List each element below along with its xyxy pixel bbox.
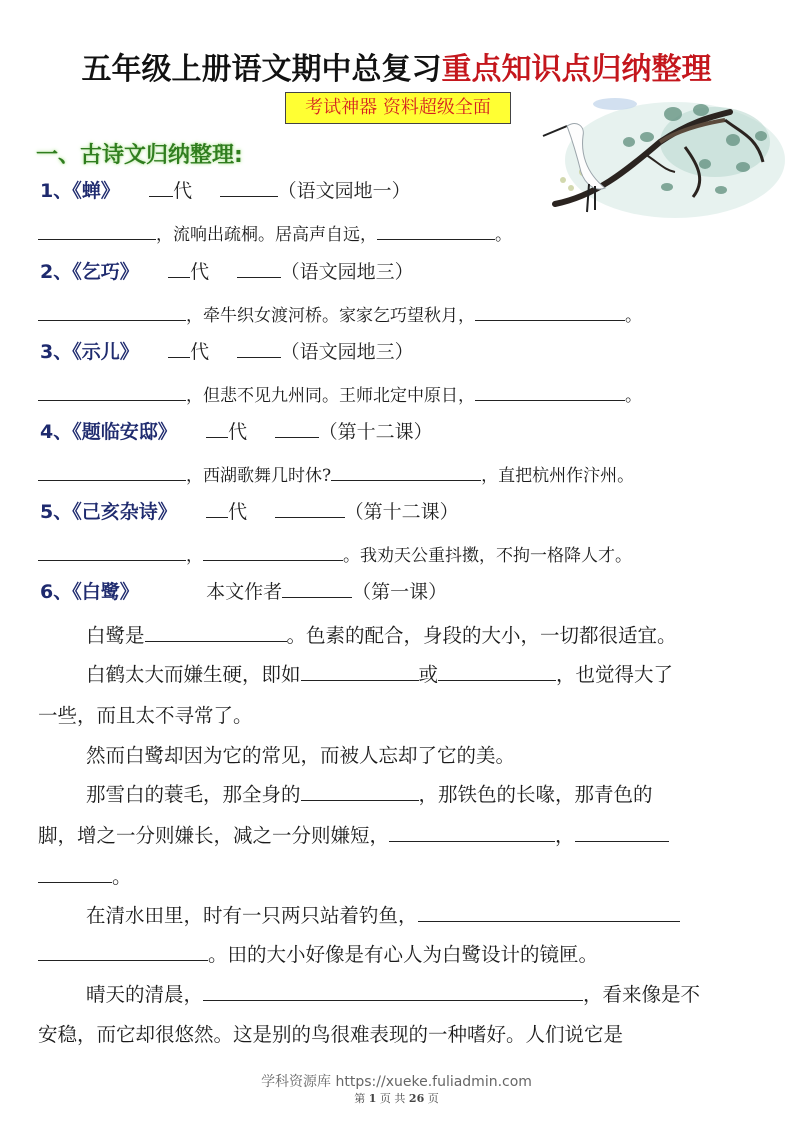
poem-source: （第十二课）	[344, 501, 459, 523]
passage-line: 白鹤太大而嫌生硬，即如 或 ，也觉得大了	[86, 663, 674, 686]
author-blank[interactable]	[237, 260, 281, 278]
fill-blank[interactable]	[475, 303, 625, 321]
poem-4-line: ，西湖歌舞几时休? ，直把杭州作汴州。	[38, 461, 634, 486]
document-title	[0, 44, 793, 88]
fill-blank[interactable]	[418, 904, 680, 922]
title-highlight: 重点知识点归纳整理	[441, 52, 712, 87]
passage-line: 一些，而且太不寻常了。	[38, 704, 253, 727]
fill-blank[interactable]	[331, 463, 481, 481]
page-number: 第 1 页 共 26 页	[354, 1092, 439, 1105]
fill-blank[interactable]	[377, 222, 495, 240]
passage-line: 脚，增之一分则嫌长，减之一分则嫌短， ，	[38, 820, 758, 848]
poem-source: （第十二课）	[318, 421, 433, 443]
passage-line: 那雪白的蓑毛，那全身的 ，那铁色的长喙，那青色的	[86, 783, 653, 806]
poem-4-label: 4、《题临安邸》	[38, 417, 183, 444]
passage-line: 白鹭是 。色素的配合，身段的大小，一切都很适宜。	[86, 624, 677, 647]
fill-blank[interactable]	[38, 943, 208, 961]
fill-blank[interactable]	[38, 222, 156, 240]
author-blank[interactable]	[275, 420, 319, 438]
fill-blank[interactable]	[38, 543, 186, 561]
poem-5-header: 5、《己亥杂诗》 代 （第十二课）	[38, 497, 459, 524]
fill-blank[interactable]	[301, 663, 419, 681]
poem-5-label: 5、《己亥杂诗》	[38, 497, 183, 524]
fill-blank[interactable]	[389, 824, 555, 842]
fill-blank[interactable]	[301, 783, 419, 801]
poem-6-label: 6、《白鹭》	[38, 577, 145, 604]
fill-blank[interactable]	[38, 303, 186, 321]
fill-blank[interactable]	[38, 463, 186, 481]
dynasty-blank[interactable]	[206, 420, 228, 438]
fill-blank[interactable]	[145, 624, 287, 642]
passage-line: 。	[38, 861, 758, 889]
poem-6-header: 6、《白鹭》 本文作者 （第一课）	[38, 577, 447, 604]
title-main: 五年级上册语文期中总复习	[81, 52, 442, 87]
poem-2-label: 2、《乞巧》	[38, 257, 145, 284]
dynasty-blank[interactable]	[206, 500, 228, 518]
poem-2-line: ，牵牛织女渡河桥。家家乞巧望秋月， 。	[38, 301, 642, 326]
poem-source: （语文园地三）	[280, 341, 414, 363]
dynasty-blank[interactable]	[168, 260, 190, 278]
passage-line: 晴天的清晨， ，看来像是不	[86, 983, 701, 1006]
fill-blank[interactable]	[38, 383, 186, 401]
author-blank[interactable]	[237, 340, 281, 358]
poem-3-label: 3、《示儿》	[38, 337, 145, 364]
poem-1-label: 1、《蝉》	[38, 176, 126, 203]
poem-source: （语文园地一）	[277, 180, 411, 202]
passage-line: 然而白鹭却因为它的常见，而被人忘却了它的美。	[86, 744, 516, 767]
poem-1-header: 1、《蝉》 代 （语文园地一）	[38, 176, 411, 203]
dynasty-blank[interactable]	[149, 179, 173, 197]
passage-line: 安稳，而它却很悠然。这是别的鸟很难表现的一种嗜好。人们说它是	[38, 1023, 624, 1046]
author-blank[interactable]	[275, 500, 345, 518]
fill-blank[interactable]	[203, 543, 343, 561]
passage-line: 在清水田里，时有一只两只站着钓鱼，	[38, 900, 793, 928]
footer-source: 学科资源库 https://xueke.fuliadmin.com	[261, 1074, 532, 1090]
passage-line: 。田的大小好像是有心人为白鹭设计的镜匣。	[38, 939, 758, 967]
poem-3-header: 3、《示儿》 代 （语文园地三）	[38, 337, 414, 364]
poem-source: （第一课）	[352, 581, 448, 603]
poem-5-line: ， 。我劝天公重抖擞，不拘一格降人才。	[38, 541, 632, 566]
poem-3-line: ，但悲不见九州同。王师北定中原日， 。	[38, 381, 642, 406]
fill-blank[interactable]	[475, 383, 625, 401]
poem-4-header: 4、《题临安邸》 代 （第十二课）	[38, 417, 433, 444]
fill-blank[interactable]	[575, 824, 669, 842]
promo-badge: 考试神器 资料超级全面	[285, 92, 511, 124]
poem-2-header: 2、《乞巧》 代 （语文园地三）	[38, 257, 414, 284]
section-heading: 一、古诗文归纳整理:	[36, 143, 243, 168]
poem-1-line: ，流响出疏桐。居高声自远， 。	[38, 220, 512, 245]
author-blank[interactable]	[220, 179, 278, 197]
fill-blank[interactable]	[38, 865, 112, 883]
fill-blank[interactable]	[438, 663, 556, 681]
author-blank[interactable]	[282, 580, 352, 598]
fill-blank[interactable]	[203, 983, 583, 1001]
heron-illustration-icon	[525, 92, 785, 222]
dynasty-blank[interactable]	[168, 340, 190, 358]
poem-source: （语文园地三）	[280, 261, 414, 283]
